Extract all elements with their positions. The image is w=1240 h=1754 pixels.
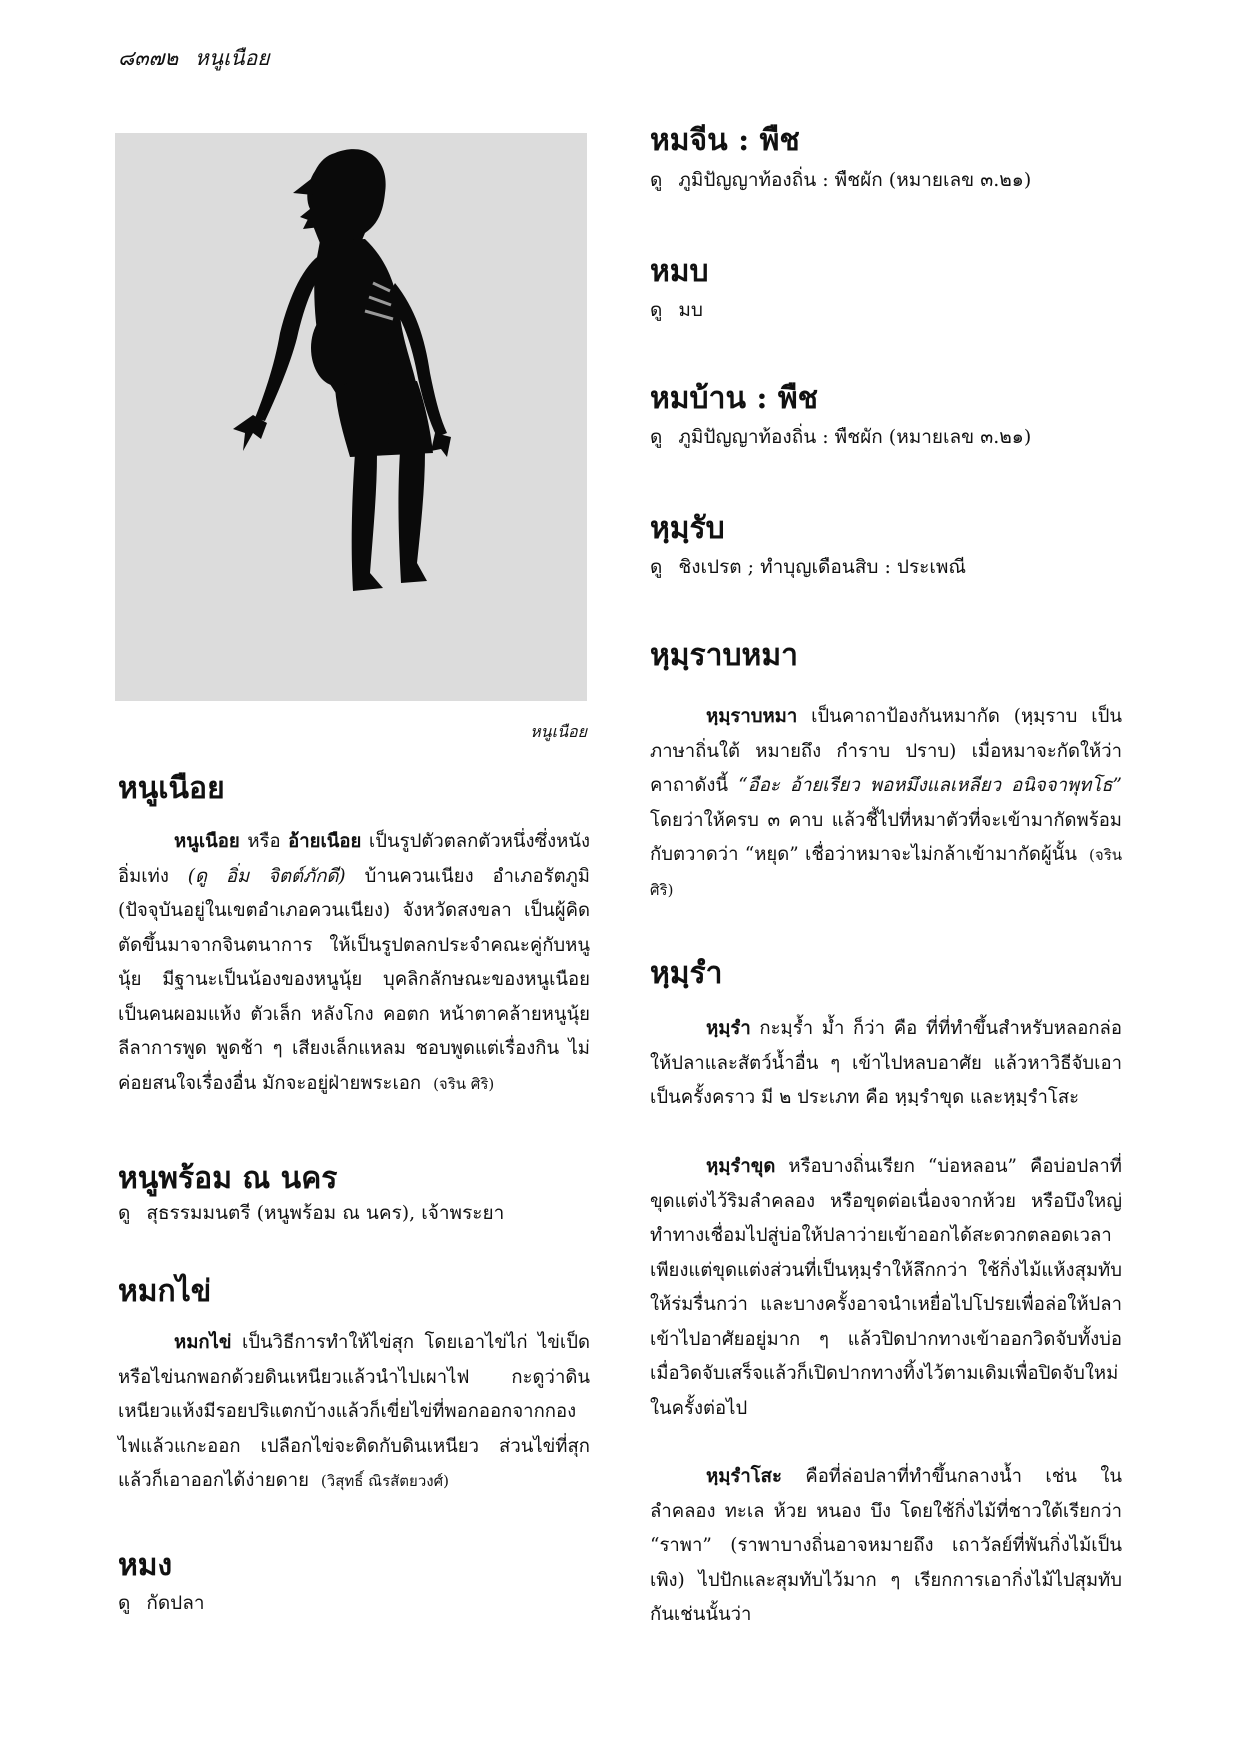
entry-heading-mojin: หมจีน : พืช [650, 123, 800, 158]
author: (วิสุทธิ์ ณิรสัตยวงศ์) [320, 1472, 449, 1490]
entry-body-mumrabmaa [650, 700, 1122, 907]
see-label: ดู [118, 1592, 131, 1614]
entry-heading-nuphrom: หนูพร้อม ณ นคร [118, 1161, 338, 1196]
body-text: โดยว่าให้ครบ ๓ คาบ แล้วชี้ไปที่หมาตัวที่จะเข้ามากัดพร้อมกับตวาดว่า “หยุด” เชื่อว่าหมาจะไม่กล้าเข้ามากัดผู้นั้น [650, 809, 1122, 865]
see-also-mob [650, 295, 703, 325]
cross-reference: (ดู อิ่ม จิตต์ภักดี) [187, 865, 346, 887]
body-text: คือที่ล่อปลาที่ทำขึ้นกลางน้ำ เช่น ในลำคลอง ทะเล ห้วย หนอง บึง โดยใช้กิ่งไม้ที่ชาวใต้เรียกว่า “ราพา” (ราพาบางถิ่นอาจหมายถึง เถาวัลย์ที่พันกิ่งไม้เป็นเพิง) ไปปักและสุมทับไว้มาก ๆ เรียกการเอากิ่งไม้ไปสุมทับกันเช่นนั้นว่า [650, 1466, 1122, 1625]
see-also-mojin [650, 165, 1031, 195]
see-label: ดู [650, 299, 663, 321]
term: หมกไข่ [174, 1332, 232, 1353]
term: หนูเนือย [174, 831, 240, 852]
see-also-mong [118, 1588, 205, 1618]
entry-body-mumram-khud [650, 1150, 1122, 1426]
entry-heading-mumrabmaa: หฺมฺราบหมา [650, 638, 798, 673]
see-target: ภูมิปัญญาท้องถิ่น : พืชผัก (หมายเลข ๓.๒๑) [678, 169, 1032, 191]
author: (จริน ศิริ) [650, 846, 1122, 899]
see-label: ดู [650, 169, 663, 191]
body-text: กะมฺร้ำ ม้ำ ก็ว่า คือ ที่ที่ทำขึ้นสำหรับหลอกล่อให้ปลาและสัตว์น้ำอื่น ๆ เข้าไปหลบอาศัย แล้วหาวิธีจับเอาเป็นครั้งคราว มี ๒ ประเภท คือ หฺมฺรำขุด และหฺมฺรำโสะ [650, 1018, 1122, 1108]
page-number: ๘๓๗๒ [118, 46, 179, 70]
see-target: สุธรรมมนตรี (หนูพร้อม ณ นคร), เจ้าพระยา [146, 1202, 505, 1224]
entry-heading-mumrab: หฺมฺรับ [650, 511, 725, 546]
running-head [118, 42, 270, 75]
body-text: หรือบางถิ่นเรียก “บ่อหลอน” คือบ่อปลาที่ขุดแต่งไว้ริมลำคลอง หรือขุดต่อเนื่องจากห้วย หรือบึงใหญ่ ทำทางเชื่อมไปสู่บ่อให้ปลาว่ายเข้าออกได้สะดวกตลอดเวลา เพียงแต่ขุดแต่งส่วนที่เป็นหฺมฺรำให้ลึกกว่า ใช้กิ่งไม้แห้งสุมทับให้ร่มรื่นกว่า และบางครั้งอาจนำเหยื่อไปโปรยเพื่อล่อให้ปลาเข้าไปอาศัยอยู่มาก ๆ แล้วปิดปากทางเข้าออกวิดจับทั้งบ่อ เมื่อวิดจับเสร็จแล้วก็เปิดปากทางทิ้งไว้ตามเดิมเพื่อปิดจับใหม่ในครั้งต่อไป [650, 1156, 1122, 1419]
term: หฺมฺรำ [706, 1018, 751, 1039]
see-also-mobaan [650, 422, 1031, 452]
see-label: ดู [118, 1202, 131, 1224]
incantation-quote: “อือะ อ้ายเรียว พอหมึงแลเหลียว อนิจจาพุทโธ” [738, 775, 1122, 796]
entry-heading-mob: หมบ [650, 254, 709, 289]
author: (จริน ศิริ) [433, 1074, 495, 1093]
body-text: บ้านควนเนียง อำเภอรัตภูมิ (ปัจจุบันอยู่ในเขตอำเภอควนเนียง) จังหวัดสงขลา เป็นผู้คิดตัดขึ้นมาจากจินตนาการ ให้เป็นรูปตลกประจำคณะคู่กับหนูนุ้ย มีฐานะเป็นน้องของหนูนุ้ย บุคลิกลักษณะของหนูเนือยเป็นคนผอมแห้ง ตัวเล็ก หลังโกง คอตก หน้าตาคล้ายหนูนุ้ย ลีลาการพูด พูดช้า ๆ เสียงเล็กแหลม ชอบพูดแต่เรื่องกิน ไม่ค่อยสนใจเรื่องอื่น มักจะอยู่ฝ่ายพระเอก [118, 865, 590, 1094]
figure-caption: หนูเนือย [530, 722, 587, 741]
see-also-mumrab [650, 552, 966, 582]
see-label: ดู [650, 556, 663, 578]
see-target: กัดปลา [146, 1592, 205, 1614]
entry-body-nunueai [118, 825, 590, 1101]
puppet-silhouette-image [115, 133, 587, 701]
see-label: ดู [650, 426, 663, 448]
see-also-nuphrom [118, 1198, 504, 1228]
body-text: เป็นวิธีการทำให้ไข่สุก โดยเอาไข่ไก่ ไข่เป็ด หรือไข่นกพอกด้วยดินเหนียวแล้วนำไปเผาไฟ กะดูว่าดินเหนียวแห้งมีรอยปริแตกบ้างแล้วก็เขี่ยไข่ที่พอกออกจากกองไฟแล้วแกะออก เปลือกไข่จะติดกับดินเหนียว ส่วนไข่ที่สุกแล้วก็เอาออกได้ง่ายดาย [118, 1332, 590, 1491]
entry-body-mumram-so [650, 1460, 1122, 1633]
term: หฺมฺรำขุด [706, 1156, 776, 1177]
entry-heading-mumram: หฺมฺรำ [650, 956, 723, 991]
running-head-title: หนูเนือย [194, 46, 270, 70]
entry-heading-nunueai: หนูเนือย [118, 771, 225, 806]
see-target: ภูมิปัญญาท้องถิ่น : พืชผัก (หมายเลข ๓.๒๑) [678, 426, 1032, 448]
term: หฺมฺราบหมา [706, 706, 798, 727]
entry-heading-mokkhai: หมกไข่ [118, 1274, 212, 1309]
body-text: เป็นรูปตัวตลกตัวหนึ่งซึ่งหนังอิ่มเท่ง [118, 831, 591, 887]
entry-heading-mong: หมง [118, 1548, 173, 1583]
alt-term: อ้ายเนือย [288, 831, 362, 852]
entry-body-mokkhai [118, 1326, 590, 1499]
see-target: มบ [678, 299, 703, 321]
term: หฺมฺรำโสะ [706, 1466, 782, 1487]
entry-heading-mobaan: หมบ้าน : พืช [650, 381, 819, 416]
connector: หรือ [247, 831, 281, 852]
see-target: ชิงเปรต ; ทำบุญเดือนสิบ : ประเพณี [678, 556, 967, 578]
entry-body-mumram [650, 1012, 1122, 1116]
body-text: เป็นคาถาป้องกันหมากัด (หฺมฺราบ เป็นภาษาถิ่นใต้ หมายถึง กำราบ ปราบ) เมื่อหมาจะกัดให้ว่าคาถาดังนี้ [650, 706, 1122, 796]
puppet-figure [115, 133, 587, 701]
